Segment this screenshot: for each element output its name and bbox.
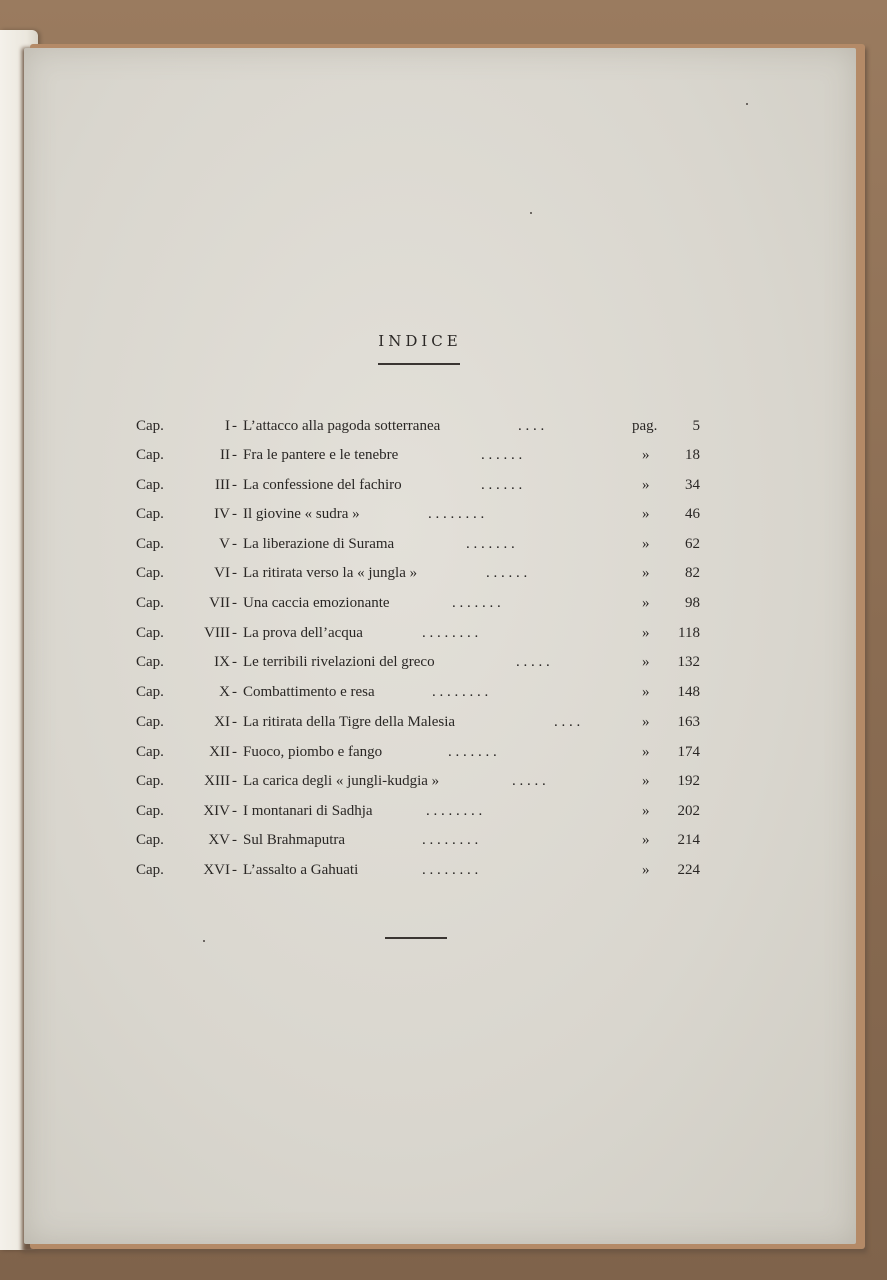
entry-number: X	[219, 684, 230, 700]
entry-dash: -	[232, 625, 237, 641]
entry-page: 98	[685, 595, 700, 611]
entry-leader: . . . . . . .	[448, 744, 497, 760]
entry-title: La confessione del fachiro	[243, 477, 402, 493]
entry-cap: Cap.	[136, 418, 164, 434]
entry-number: IV	[214, 506, 230, 522]
entry-title: Fra le pantere e le tenebre	[243, 447, 399, 463]
entry-leader: . . . .	[518, 418, 545, 434]
entry-page: 118	[678, 625, 700, 641]
paper-speck	[203, 940, 205, 942]
entry-page-prefix: »	[642, 536, 650, 552]
entry-page: 46	[685, 506, 700, 522]
toc-entry-14	[136, 803, 706, 825]
entry-dash: -	[232, 684, 237, 700]
entry-dash: -	[232, 536, 237, 552]
bottom-rule	[385, 937, 447, 939]
entry-dash: -	[232, 506, 237, 522]
entry-leader: . . . . . .	[481, 447, 523, 463]
entry-page-prefix: »	[642, 625, 650, 641]
entry-cap: Cap.	[136, 536, 164, 552]
entry-title: La liberazione di Surama	[243, 536, 395, 552]
entry-leader: . . . . . .	[486, 565, 528, 581]
entry-cap: Cap.	[136, 832, 164, 848]
entry-leader: . . . . .	[512, 773, 546, 789]
index-title: INDICE	[378, 332, 462, 350]
entry-leader: . . . . .	[516, 654, 550, 670]
entry-leader: . . . . . . . .	[432, 684, 489, 700]
entry-number: XI	[214, 714, 230, 730]
toc-entry-5	[136, 536, 706, 558]
paper-speck	[530, 212, 532, 214]
toc-entry-4	[136, 506, 706, 528]
entry-title: Fuoco, piombo e fango	[243, 744, 383, 760]
entry-leader: . . . . . . . .	[426, 803, 483, 819]
toc-entry-6	[136, 565, 706, 587]
entry-number: IX	[214, 654, 230, 670]
entry-cap: Cap.	[136, 447, 164, 463]
entry-dash: -	[232, 773, 237, 789]
toc-entry-1	[136, 418, 706, 440]
entry-cap: Cap.	[136, 595, 164, 611]
entry-cap: Cap.	[136, 477, 164, 493]
entry-number: XII	[209, 744, 230, 760]
entry-title: Combattimento e resa	[243, 684, 375, 700]
toc-entry-3	[136, 477, 706, 499]
entry-cap: Cap.	[136, 803, 164, 819]
entry-number: II	[220, 447, 230, 463]
entry-page: 34	[685, 477, 700, 493]
entry-cap: Cap.	[136, 744, 164, 760]
entry-page-prefix: »	[642, 506, 650, 522]
entry-page-prefix: »	[642, 862, 650, 878]
entry-leader: . . . .	[554, 714, 581, 730]
toc-entry-15	[136, 832, 706, 854]
entry-page: 224	[677, 862, 700, 878]
entry-cap: Cap.	[136, 773, 164, 789]
entry-dash: -	[232, 832, 237, 848]
entry-page: 5	[692, 418, 700, 434]
entry-page-prefix: »	[642, 595, 650, 611]
toc-entry-7	[136, 595, 706, 617]
entry-dash: -	[232, 803, 237, 819]
entry-title: La ritirata della Tigre della Malesia	[243, 714, 456, 730]
entry-dash: -	[232, 862, 237, 878]
entry-page: 62	[685, 536, 700, 552]
entry-page-prefix: »	[642, 654, 650, 670]
entry-number: VI	[214, 565, 230, 581]
entry-page-prefix: »	[642, 565, 650, 581]
entry-title: L’attacco alla pagoda sotterranea	[243, 418, 441, 434]
entry-cap: Cap.	[136, 654, 164, 670]
entry-dash: -	[232, 595, 237, 611]
entry-dash: -	[232, 477, 237, 493]
entry-page: 148	[677, 684, 700, 700]
entry-number: XIV	[203, 803, 230, 819]
entry-title: L’assalto a Gahuati	[243, 862, 359, 878]
entry-title: La ritirata verso la « jungla »	[243, 565, 418, 581]
entry-page-prefix: »	[642, 714, 650, 730]
entry-title: Il giovine « sudra »	[243, 506, 360, 522]
entry-leader: . . . . . . .	[452, 595, 501, 611]
entry-number: VII	[209, 595, 230, 611]
entry-leader: . . . . . . . .	[422, 832, 479, 848]
entry-page: 82	[685, 565, 700, 581]
entry-dash: -	[232, 447, 237, 463]
entry-title: La prova dell’acqua	[243, 625, 363, 641]
entry-page: 163	[677, 714, 700, 730]
entry-cap: Cap.	[136, 714, 164, 730]
entry-number: XIII	[204, 773, 230, 789]
entry-number: XV	[208, 832, 230, 848]
entry-title: La carica degli « jungli-kudgia »	[243, 773, 440, 789]
entry-leader: . . . . . . . .	[422, 862, 479, 878]
entry-page-prefix: »	[642, 447, 650, 463]
entry-page-prefix: pag.	[632, 418, 658, 434]
entry-page-prefix: »	[642, 744, 650, 760]
entry-title: Una caccia emozionante	[243, 595, 390, 611]
entry-leader: . . . . . . .	[466, 536, 515, 552]
entry-cap: Cap.	[136, 506, 164, 522]
toc-entry-9	[136, 654, 706, 676]
entry-page: 18	[685, 447, 700, 463]
toc-entry-10	[136, 684, 706, 706]
entry-title: Le terribili rivelazioni del greco	[243, 654, 435, 670]
entry-page-prefix: »	[642, 803, 650, 819]
entry-page-prefix: »	[642, 684, 650, 700]
entry-page: 132	[677, 654, 700, 670]
toc-entry-16	[136, 862, 706, 884]
entry-number: III	[215, 477, 230, 493]
paper-speck	[746, 103, 748, 105]
entry-page: 192	[677, 773, 700, 789]
entry-page-prefix: »	[642, 773, 650, 789]
entry-page: 174	[677, 744, 700, 760]
entry-page: 202	[677, 803, 700, 819]
entry-page-prefix: »	[642, 477, 650, 493]
entry-number: I	[225, 418, 230, 434]
entry-title: Sul Brahmaputra	[243, 832, 346, 848]
entry-dash: -	[232, 744, 237, 760]
entry-leader: . . . . . . . .	[422, 625, 479, 641]
entry-cap: Cap.	[136, 684, 164, 700]
entry-cap: Cap.	[136, 862, 164, 878]
entry-title: I montanari di Sadhja	[243, 803, 373, 819]
entry-leader: . . . . . .	[481, 477, 523, 493]
entry-leader: . . . . . . . .	[428, 506, 485, 522]
entry-dash: -	[232, 565, 237, 581]
entry-cap: Cap.	[136, 565, 164, 581]
entry-dash: -	[232, 714, 237, 730]
toc-entry-8	[136, 625, 706, 647]
toc-entry-13	[136, 773, 706, 795]
entry-page-prefix: »	[642, 832, 650, 848]
entry-page: 214	[677, 832, 700, 848]
entry-dash: -	[232, 418, 237, 434]
entry-number: XVI	[203, 862, 230, 878]
toc-entry-11	[136, 714, 706, 736]
entry-dash: -	[232, 654, 237, 670]
entry-number: V	[219, 536, 230, 552]
entry-cap: Cap.	[136, 625, 164, 641]
entry-number: VIII	[204, 625, 230, 641]
toc-entry-2	[136, 447, 706, 469]
toc-entry-12	[136, 744, 706, 766]
